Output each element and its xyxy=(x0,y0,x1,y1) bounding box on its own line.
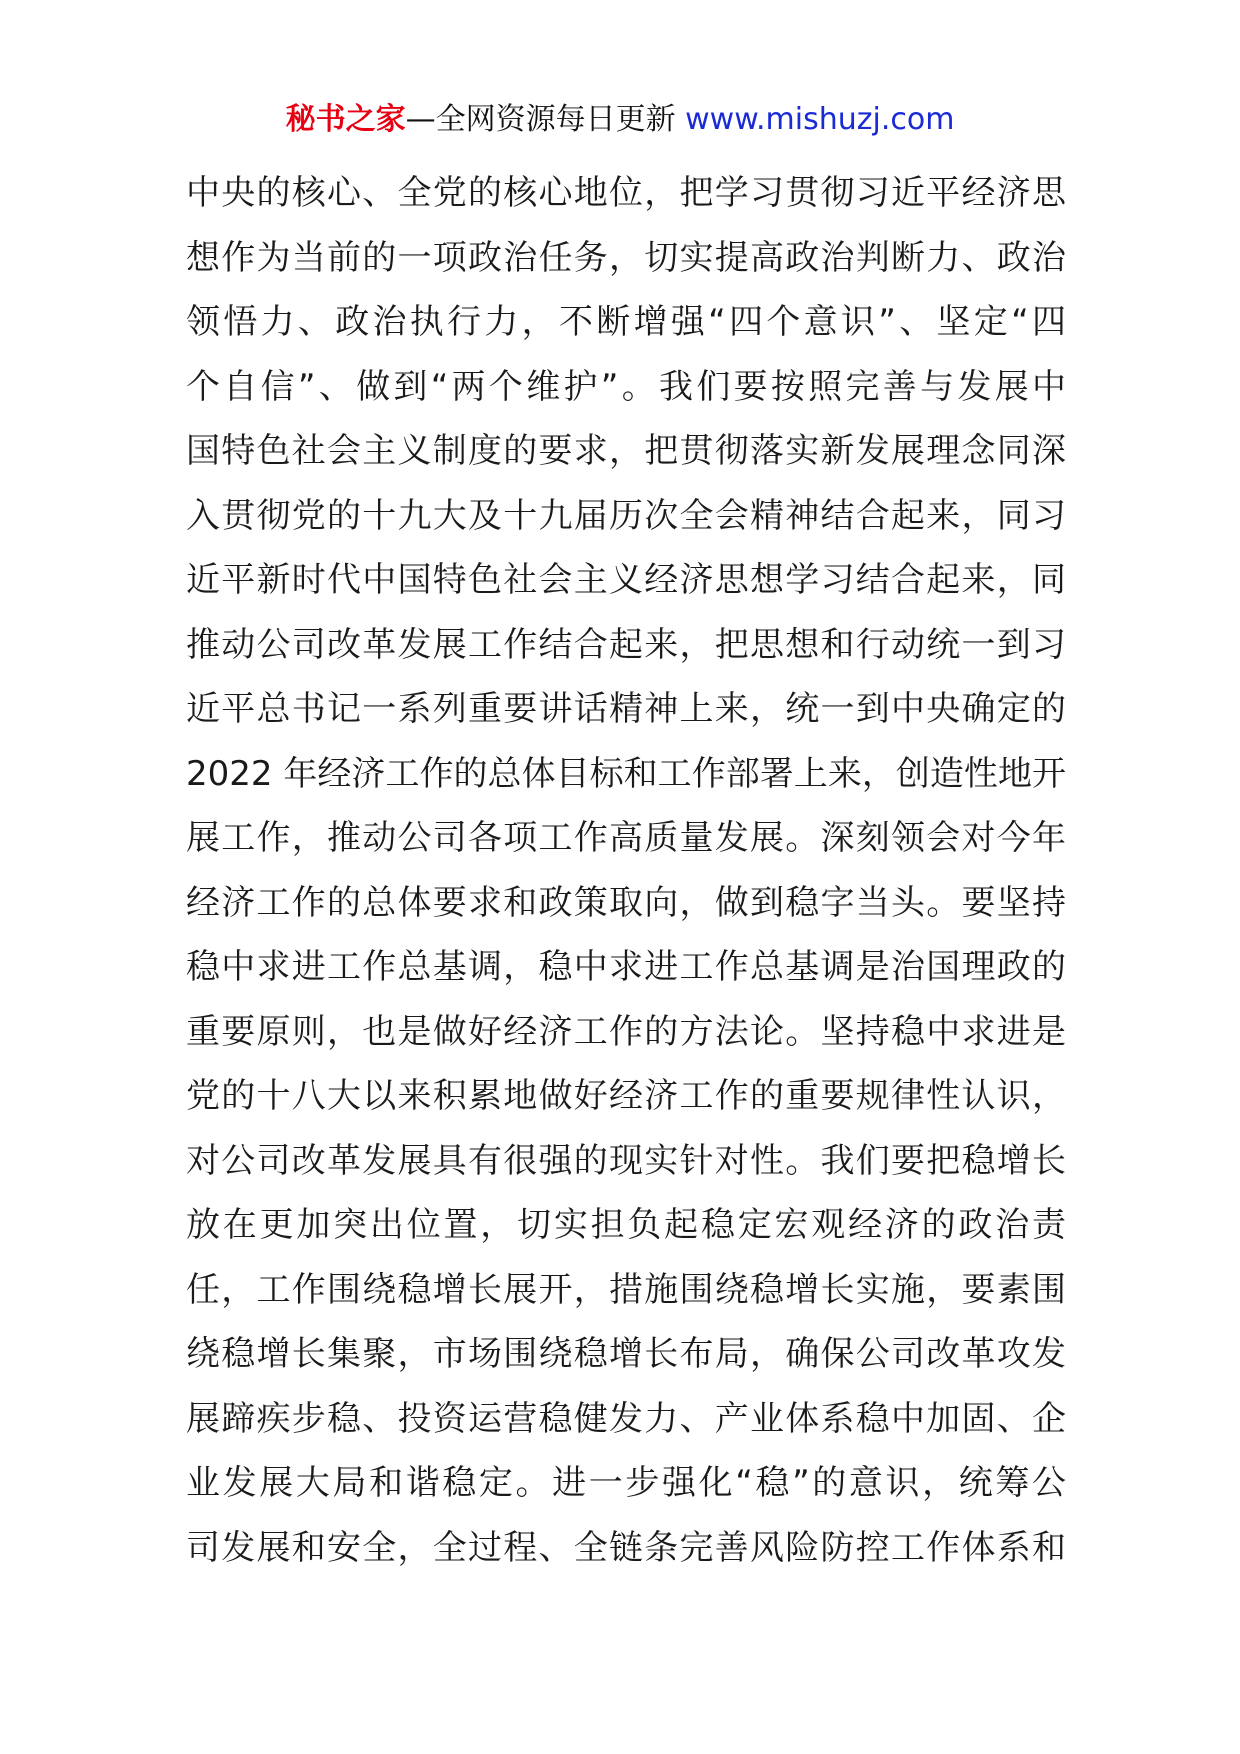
text-line: 推动公司改革发展工作结合起来，把思想和行动统一到习 xyxy=(186,624,1066,665)
document-body xyxy=(186,161,1066,1580)
text-line: 入贯彻党的十九大及十九届历次全会精神结合起来，同习 xyxy=(186,495,1066,536)
text-line: 绕稳增长集聚，市场围绕稳增长布局，确保公司改革攻发 xyxy=(186,1334,1066,1374)
header-tagline: —全网资源每日更新 xyxy=(405,102,686,137)
text-line: 想作为当前的一项政治任务，切实提高政治判断力、政治 xyxy=(186,237,1066,278)
text-line: 对公司改革发展具有很强的现实针对性。我们要把稳增长 xyxy=(186,1140,1066,1181)
brand-name: 秘书之家 xyxy=(285,102,406,137)
text-line: 司发展和安全，全过程、全链条完善风险防控工作体系和 xyxy=(186,1527,1066,1568)
text-line: 业发展大局和谐稳定。进一步强化“稳”的意识，统筹公 xyxy=(186,1463,1066,1503)
text-line: 近平新时代中国特色社会主义经济思想学习结合起来，同 xyxy=(186,560,1066,600)
text-line: 中央的核心、全党的核心地位，把学习贯彻习近平经济思 xyxy=(186,173,1066,213)
text-line: 国特色社会主义制度的要求，把贯彻落实新发展理念同深 xyxy=(186,431,1066,471)
text-line: 个自信”、做到“两个维护”。我们要按照完善与发展中 xyxy=(186,366,1066,407)
text-line: 稳中求进工作总基调，稳中求进工作总基调是治国理政的 xyxy=(186,947,1066,987)
text-line: 经济工作的总体要求和政策取向，做到稳字当头。要坚持 xyxy=(186,882,1066,923)
page-header xyxy=(0,100,1240,140)
text-line: 任，工作围绕稳增长展开，措施围绕稳增长实施，要素围 xyxy=(186,1269,1066,1310)
text-line: 展蹄疾步稳、投资运营稳健发力、产业体系稳中加固、企 xyxy=(186,1398,1066,1439)
text-line: 放在更加突出位置，切实担负起稳定宏观经济的政治责 xyxy=(186,1205,1066,1245)
site-url-link[interactable]: www.mishuzj.com xyxy=(685,102,955,137)
text-line: 近平总书记一系列重要讲话精神上来，统一到中央确定的 xyxy=(186,689,1066,729)
text-line: 2022 年经济工作的总体目标和工作部署上来，创造性地开 xyxy=(186,753,1066,794)
text-line: 重要原则，也是做好经济工作的方法论。坚持稳中求进是 xyxy=(186,1011,1066,1052)
text-line: 领悟力、政治执行力，不断增强“四个意识”、坚定“四 xyxy=(186,302,1066,342)
text-line: 展工作，推动公司各项工作高质量发展。深刻领会对今年 xyxy=(186,818,1066,858)
text-line: 党的十八大以来积累地做好经济工作的重要规律性认识， xyxy=(186,1076,1066,1116)
